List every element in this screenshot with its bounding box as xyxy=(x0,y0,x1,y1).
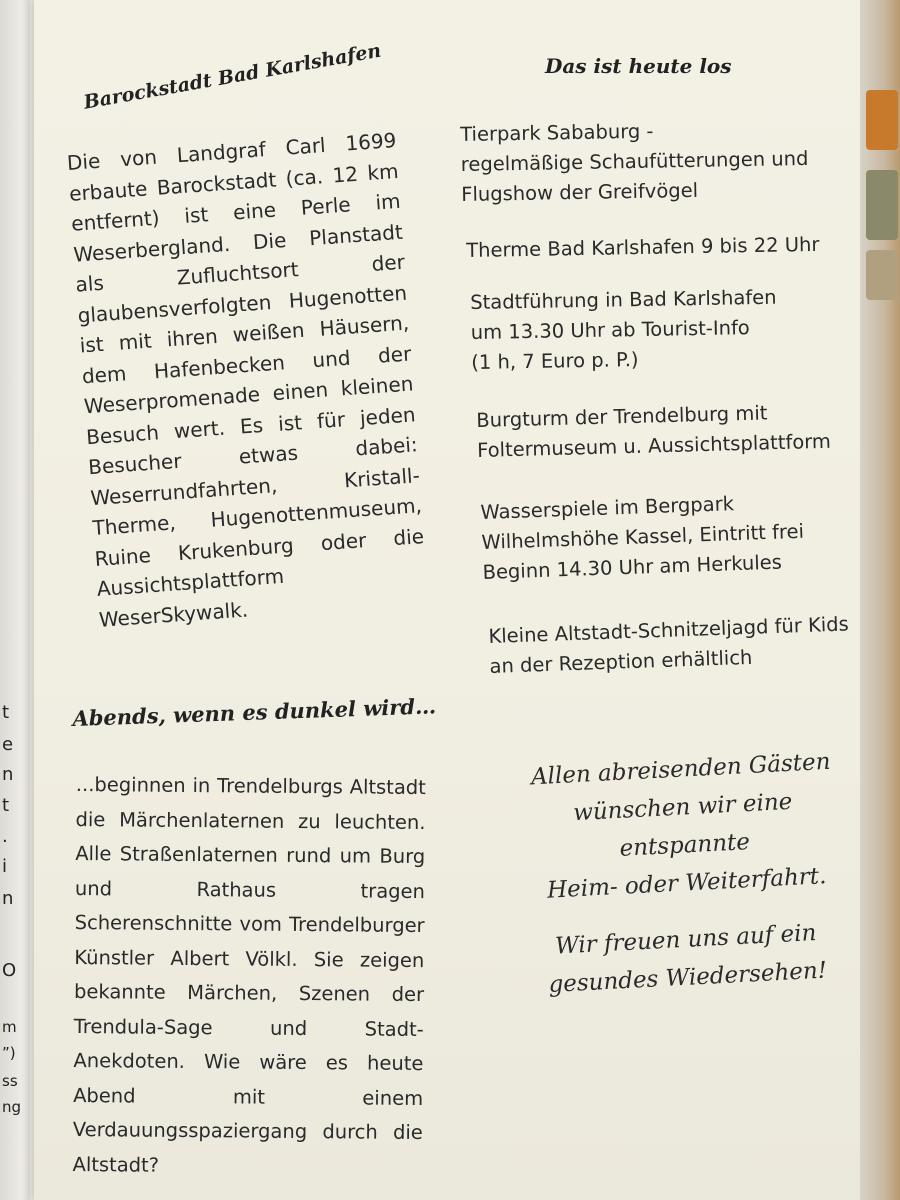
adjacent-page-strip xyxy=(0,0,30,1200)
event-line: (1 h, 7 Euro p. P.) xyxy=(471,348,639,374)
farewell-line: Wir freuen uns auf ein xyxy=(554,919,817,960)
margin-fragment: e xyxy=(2,734,14,755)
margin-fragment: ng xyxy=(2,1098,22,1116)
event-line: Tierpark Sababurg - xyxy=(460,119,654,146)
event-item xyxy=(476,397,831,466)
farewell-line: wünschen wir eine xyxy=(572,788,793,827)
farewell-wish xyxy=(500,741,867,912)
background-edge xyxy=(860,0,900,1200)
margin-fragment: t xyxy=(2,702,10,723)
event-item xyxy=(480,487,805,588)
evening-heading: Abends, wenn es dunkel wird… xyxy=(72,693,437,731)
event-line: Kleine Altstadt-Schnitzeljagd für Kids xyxy=(488,612,850,648)
margin-fragment: ”) xyxy=(2,1044,16,1062)
event-item xyxy=(460,114,809,210)
event-line: Wilhelmshöhe Kassel, Eintritt frei xyxy=(481,519,805,554)
margin-fragment: m xyxy=(2,1018,17,1036)
event-line: Burgturm der Trendelburg mit xyxy=(476,401,768,432)
event-line: um 13.30 Uhr ab Tourist-Info xyxy=(470,316,750,344)
event-line: regelmäßige Schaufütterungen und xyxy=(460,146,809,176)
left-heading: Barockstadt Bad Karlshafen xyxy=(82,39,383,114)
event-line: Therme Bad Karlshafen 9 bis 22 Uhr xyxy=(466,232,820,262)
event-line: Stadtführung in Bad Karlshafen xyxy=(470,285,777,314)
margin-fragment: ss xyxy=(2,1072,18,1090)
margin-fragment: . xyxy=(2,826,8,847)
evening-body: ...beginnen in Trendelburgs Altstadt die Märchenlaternen zu leuchten. Alle Straßenlaternen rund um Burg und Rathaus tragen Scherenschnitte vom Trendelburger Künstler Albert Völkl. Sie zeigen bekannte Märchen, Szenen der Trendula-Sage und Stadt-Anekdoten. Wie wäre es heute Abend mit einem Verdauungsspaziergang durch die Altstadt? xyxy=(72,772,426,1177)
event-line: Foltermuseum u. Aussichtsplattform xyxy=(476,429,832,462)
event-item xyxy=(466,230,820,266)
event-line: an der Rezeption erhältlich xyxy=(489,645,753,678)
event-item xyxy=(470,283,778,378)
decor-orange xyxy=(866,90,898,150)
margin-fragment: n xyxy=(2,888,14,909)
margin-fragment: n xyxy=(2,764,14,785)
decor-tan xyxy=(866,250,898,300)
event-line: Beginn 14.30 Uhr am Herkules xyxy=(482,550,783,584)
farewell-line: Allen abreisenden Gästen xyxy=(530,748,832,791)
farewell-line: gesundes Wiedersehen! xyxy=(547,957,828,999)
margin-fragment: t xyxy=(2,795,10,816)
event-item xyxy=(488,609,850,682)
margin-fragment: O xyxy=(2,960,17,981)
decor-olive xyxy=(866,170,898,240)
farewell-line: Heim- oder Weiterfahrt. xyxy=(546,863,827,904)
farewell-line: entspannte xyxy=(618,829,751,862)
event-line: Flugshow der Greifvögel xyxy=(461,178,699,206)
event-line: Wasserspiele im Bergpark xyxy=(480,492,735,524)
right-heading: Das ist heute los xyxy=(545,54,732,78)
left-body: Die von Landgraf Carl 1699 erbaute Barockstadt (ca. 12 km entfernt) ist eine Perle im Weserbergland. Die Planstadt als Zufluchtsort der glaubensverfolgten Hugenotten ist mit ihren weißen Häusern, dem Hafenbecken und der Weserpromenade einen kleinen Besuch wert. Es ist für jeden Besucher etwas dabei: Weserrundfahrten, Kristall-Therme, Hugenottenmuseum, Ruine Krukenburg oder die Aussichtsplattform WeserSkywalk. xyxy=(66,127,425,632)
margin-fragment: i xyxy=(2,856,8,877)
